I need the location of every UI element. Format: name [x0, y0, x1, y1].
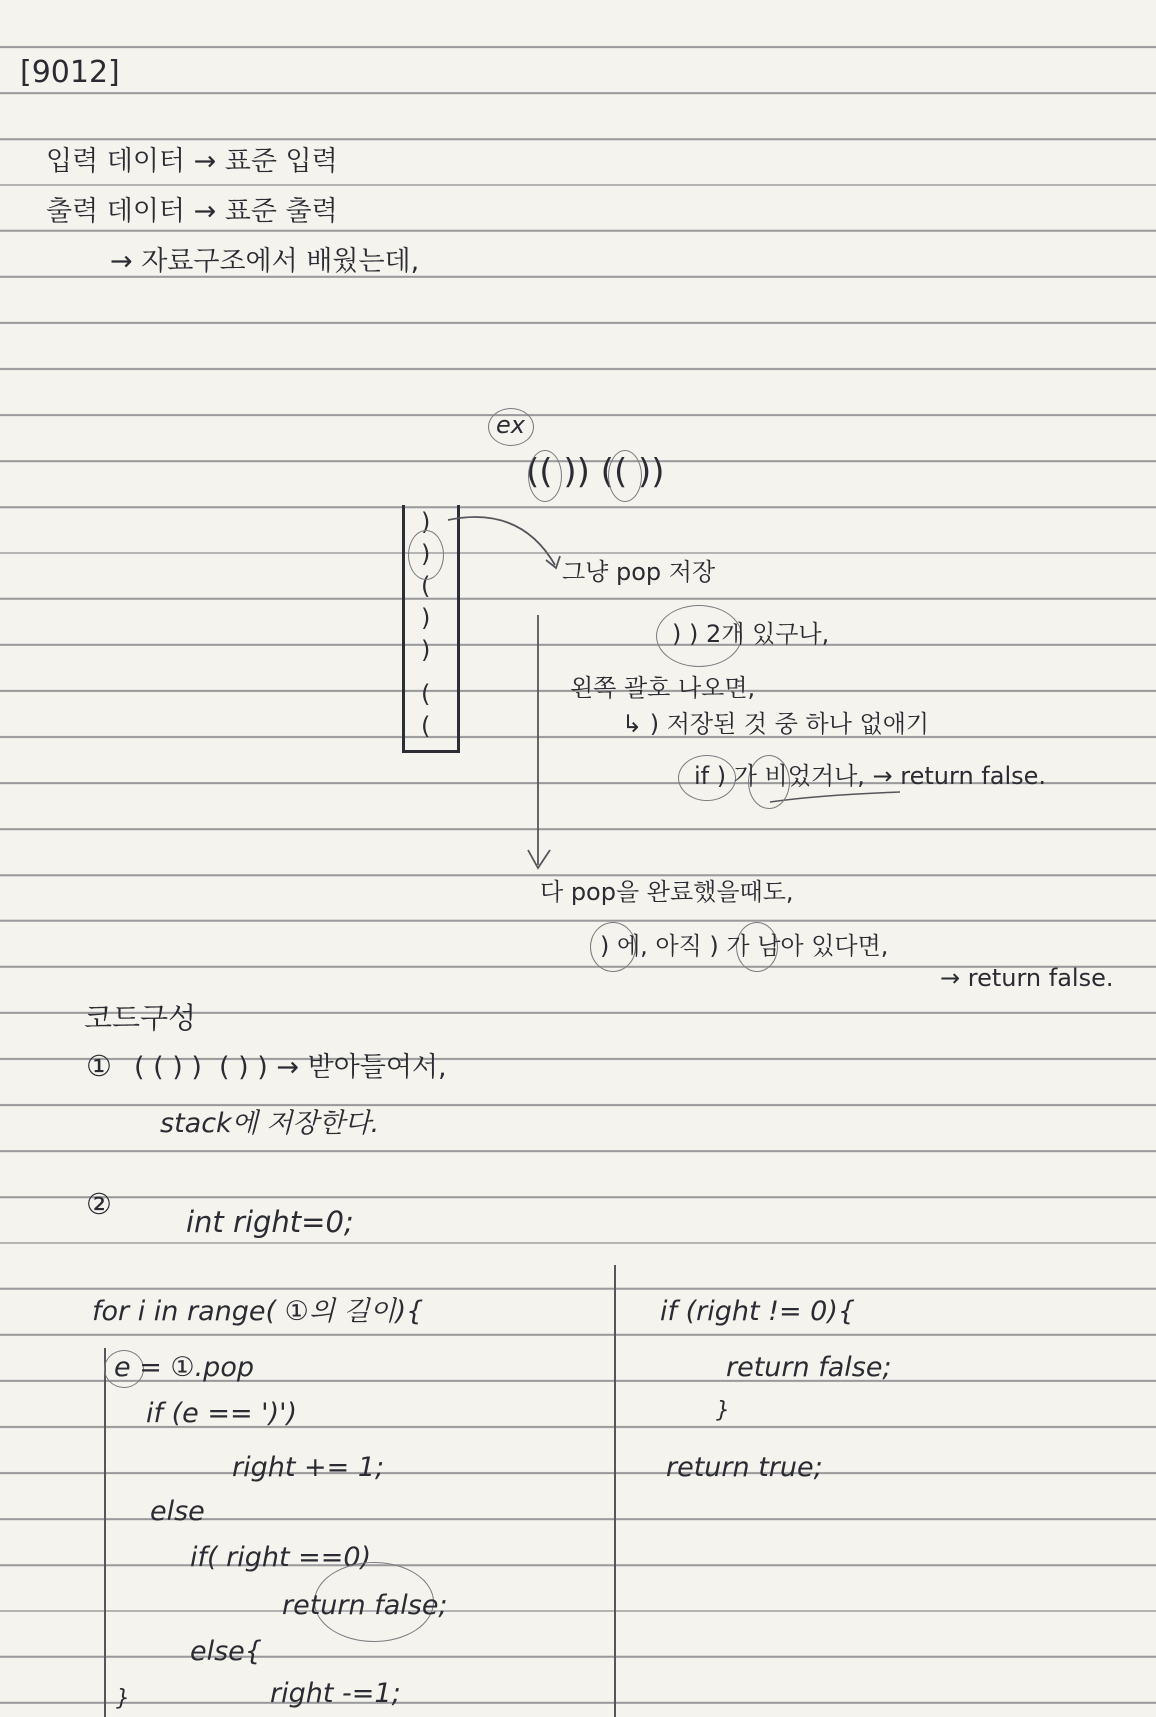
- note-count: ) ) 2개 있구나,: [672, 620, 830, 648]
- code-line: e = ①.pop: [114, 1352, 254, 1383]
- step2-marker: ②: [86, 1187, 112, 1221]
- stack-item: ): [421, 508, 431, 536]
- code-line: else: [150, 1496, 205, 1527]
- step1-marker: ①: [86, 1049, 112, 1083]
- stack-item: ): [421, 636, 431, 664]
- note-remove: ↳ ) 저장된 것 중 하나 없애기: [622, 710, 930, 738]
- stack-item: ): [421, 540, 431, 568]
- loop-body-line: [104, 1348, 106, 1717]
- note-if: if ) 가 비었거나, → return false.: [694, 762, 1047, 790]
- note-learned: → 자료구조에서 배웠는데,: [110, 246, 420, 277]
- stack-item: (: [421, 712, 431, 740]
- step2-line: int right=0;: [186, 1205, 354, 1239]
- code-heading: 코드구성: [84, 1001, 197, 1035]
- ex-label: ex: [496, 411, 525, 439]
- note-input: 입력 데이터 → 표준 입력: [46, 146, 338, 177]
- code-line: return false;: [282, 1590, 448, 1621]
- stack-item: ): [421, 604, 431, 632]
- code-line: for i in range( ①의 길이){: [92, 1296, 424, 1327]
- example-sequence: (( )) (( )): [526, 452, 665, 492]
- note-left-paren: 왼쪽 괄호 나오면,: [570, 674, 756, 702]
- stack-item: (: [421, 680, 431, 708]
- code-line: else{: [190, 1636, 262, 1667]
- code-line: if( right ==0): [190, 1542, 372, 1573]
- code-line: right -=1;: [270, 1678, 401, 1709]
- note-return-false: → return false.: [940, 964, 1114, 992]
- code-line: right += 1;: [232, 1452, 385, 1483]
- code-line: if (e == ')'): [146, 1398, 298, 1429]
- note-remaining: ) 에, 아직 ) 가 남아 있다면,: [600, 932, 889, 960]
- code-line: }: [716, 1398, 730, 1423]
- note-output: 출력 데이터 → 표준 출력: [46, 196, 338, 227]
- code-line: }: [116, 1686, 130, 1711]
- step1-line2: stack에 저장한다.: [160, 1108, 380, 1139]
- step1-line1: ( ( ) ) ( ) ) → 받아들여서,: [134, 1052, 447, 1083]
- code-line: if (right != 0){: [660, 1296, 856, 1327]
- column-divider: [614, 1265, 616, 1717]
- note-done: 다 pop을 완료했을때도,: [540, 878, 794, 906]
- problem-id: [9012]: [20, 55, 120, 90]
- code-line: return true;: [666, 1452, 823, 1483]
- stack-item: (: [421, 572, 431, 600]
- code-line: return false;: [726, 1352, 892, 1383]
- note-pop: 그냥 pop 저장: [562, 558, 716, 586]
